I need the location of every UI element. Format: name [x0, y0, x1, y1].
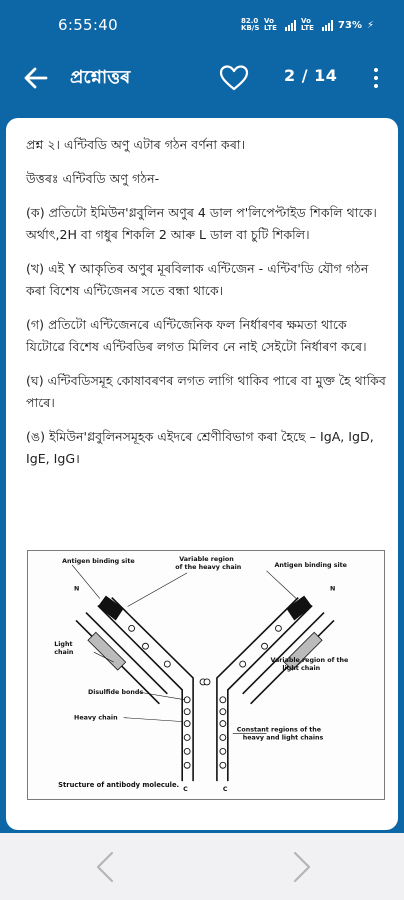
- network-label-1: Vo LTE: [264, 17, 277, 32]
- network-label-2: Vo LTE: [301, 17, 314, 32]
- app-bar: [0, 50, 404, 106]
- battery-percent: 73%: [338, 19, 362, 31]
- label-light-chain: Light chain: [54, 641, 74, 657]
- more-vertical-icon: [374, 68, 378, 72]
- answer-point-kha: (খ) এই Y আকৃতিৰ অণুৰ মূৰবিলাক এন্টিজেন - এন্টিব'ডি যৌগ গঠন কৰা বিশেষ এন্টিজেনৰ সতে বন্ধা থাকে।: [26, 261, 369, 298]
- answer-point-gha: (ঘ) এন্টিবডিসমূহ কোষাবৰণৰ লগত লাগি থাকিব পাৰে বা মুক্ত হৈ থাকিব পাৰে।: [26, 373, 386, 410]
- variable-light-left: [88, 632, 126, 670]
- heart-outline-icon: [219, 63, 249, 93]
- previous-button[interactable]: [90, 850, 120, 884]
- light-chain-left-2: [86, 613, 167, 694]
- page-counter: 2 / 14: [284, 66, 338, 85]
- label-heavy-chain: Heavy chain: [74, 714, 118, 722]
- answer-point-ga: (গ) প্ৰতিটো এন্টিজেনৰে এন্টিজেনিক ফল নিৰ্ধাৰণৰ ক্ষমতা থাকে যিটোৱে বিশেষ এন্টিবডিৰ লগত মিলিব নে নাই সেইটো নিৰ্ধাৰণ কৰে।: [26, 317, 367, 354]
- label-n-left: N: [74, 585, 80, 593]
- status-icons: [241, 18, 374, 32]
- heavy-chain-right-outer: [228, 606, 312, 782]
- label-c-right: C: [222, 786, 228, 794]
- label-c-left: C: [183, 786, 188, 794]
- figure-caption: Structure of antibody molecule.: [58, 781, 180, 790]
- light-chain-right-2: [243, 613, 324, 694]
- content-card: [6, 118, 398, 830]
- label-variable-light: Variable region of the light chain: [270, 657, 349, 673]
- variable-heavy-right: [286, 596, 312, 621]
- bottom-navigation: [0, 833, 404, 900]
- battery-charging-icon: ⚡: [366, 19, 374, 31]
- favorite-button[interactable]: [219, 63, 249, 93]
- label-antigen-site-right: Antigen binding site: [274, 561, 347, 569]
- signal-icon: [285, 20, 296, 31]
- net-speed: 82.0 KB/S: [241, 17, 260, 32]
- chevron-right-icon: [287, 850, 317, 884]
- more-options-button[interactable]: [366, 64, 386, 92]
- question-line: প্ৰশ্ন ২। এন্টিবডি অণু এটাৰ গঠন বৰ্ণনা কৰা।: [26, 137, 246, 152]
- label-n-right: N: [330, 585, 336, 593]
- signal-icon: [322, 20, 333, 31]
- variable-heavy-left: [98, 596, 124, 621]
- label-antigen-site-left: Antigen binding site: [62, 557, 135, 565]
- label-constant: Constant regions of the heavy and light chains: [236, 726, 324, 742]
- status-time: 6:55:40: [58, 16, 118, 34]
- answer-point-ka: (ক) প্ৰতিটো ইমিউন'গ্লবুলিন অণুৰ 4 ডাল প'লিপেপ্টাইড শিকলি থাকে। অৰ্থাৎ,2H বা গধুৰ শিকলি 2 আৰু L ডাল বা চুটি শিকলি।: [26, 205, 377, 242]
- answer-text: [26, 134, 388, 482]
- next-button[interactable]: [287, 850, 317, 884]
- status-bar: [0, 0, 404, 50]
- answer-point-uo: (ঙ) ইমিউন'গ্লবুলিনসমূহক এইদৰে শ্ৰেণীবিভাগ কৰা হৈছে – IgA, IgD, IgE, IgG।: [26, 429, 374, 466]
- back-button[interactable]: [22, 64, 50, 92]
- page-title: প্ৰশ্নোত্তৰ: [70, 67, 131, 88]
- label-variable-heavy: Variable region of the heavy chain: [175, 555, 242, 571]
- answer-heading: উত্তৰঃ এন্টিবডি অণু গঠন-: [26, 171, 160, 186]
- antibody-diagram: [28, 551, 384, 799]
- label-disulfide: Disulfide bonds: [87, 688, 144, 696]
- chevron-left-icon: [90, 850, 120, 884]
- arrow-left-icon: [22, 64, 50, 92]
- antibody-structure-figure: [27, 550, 385, 800]
